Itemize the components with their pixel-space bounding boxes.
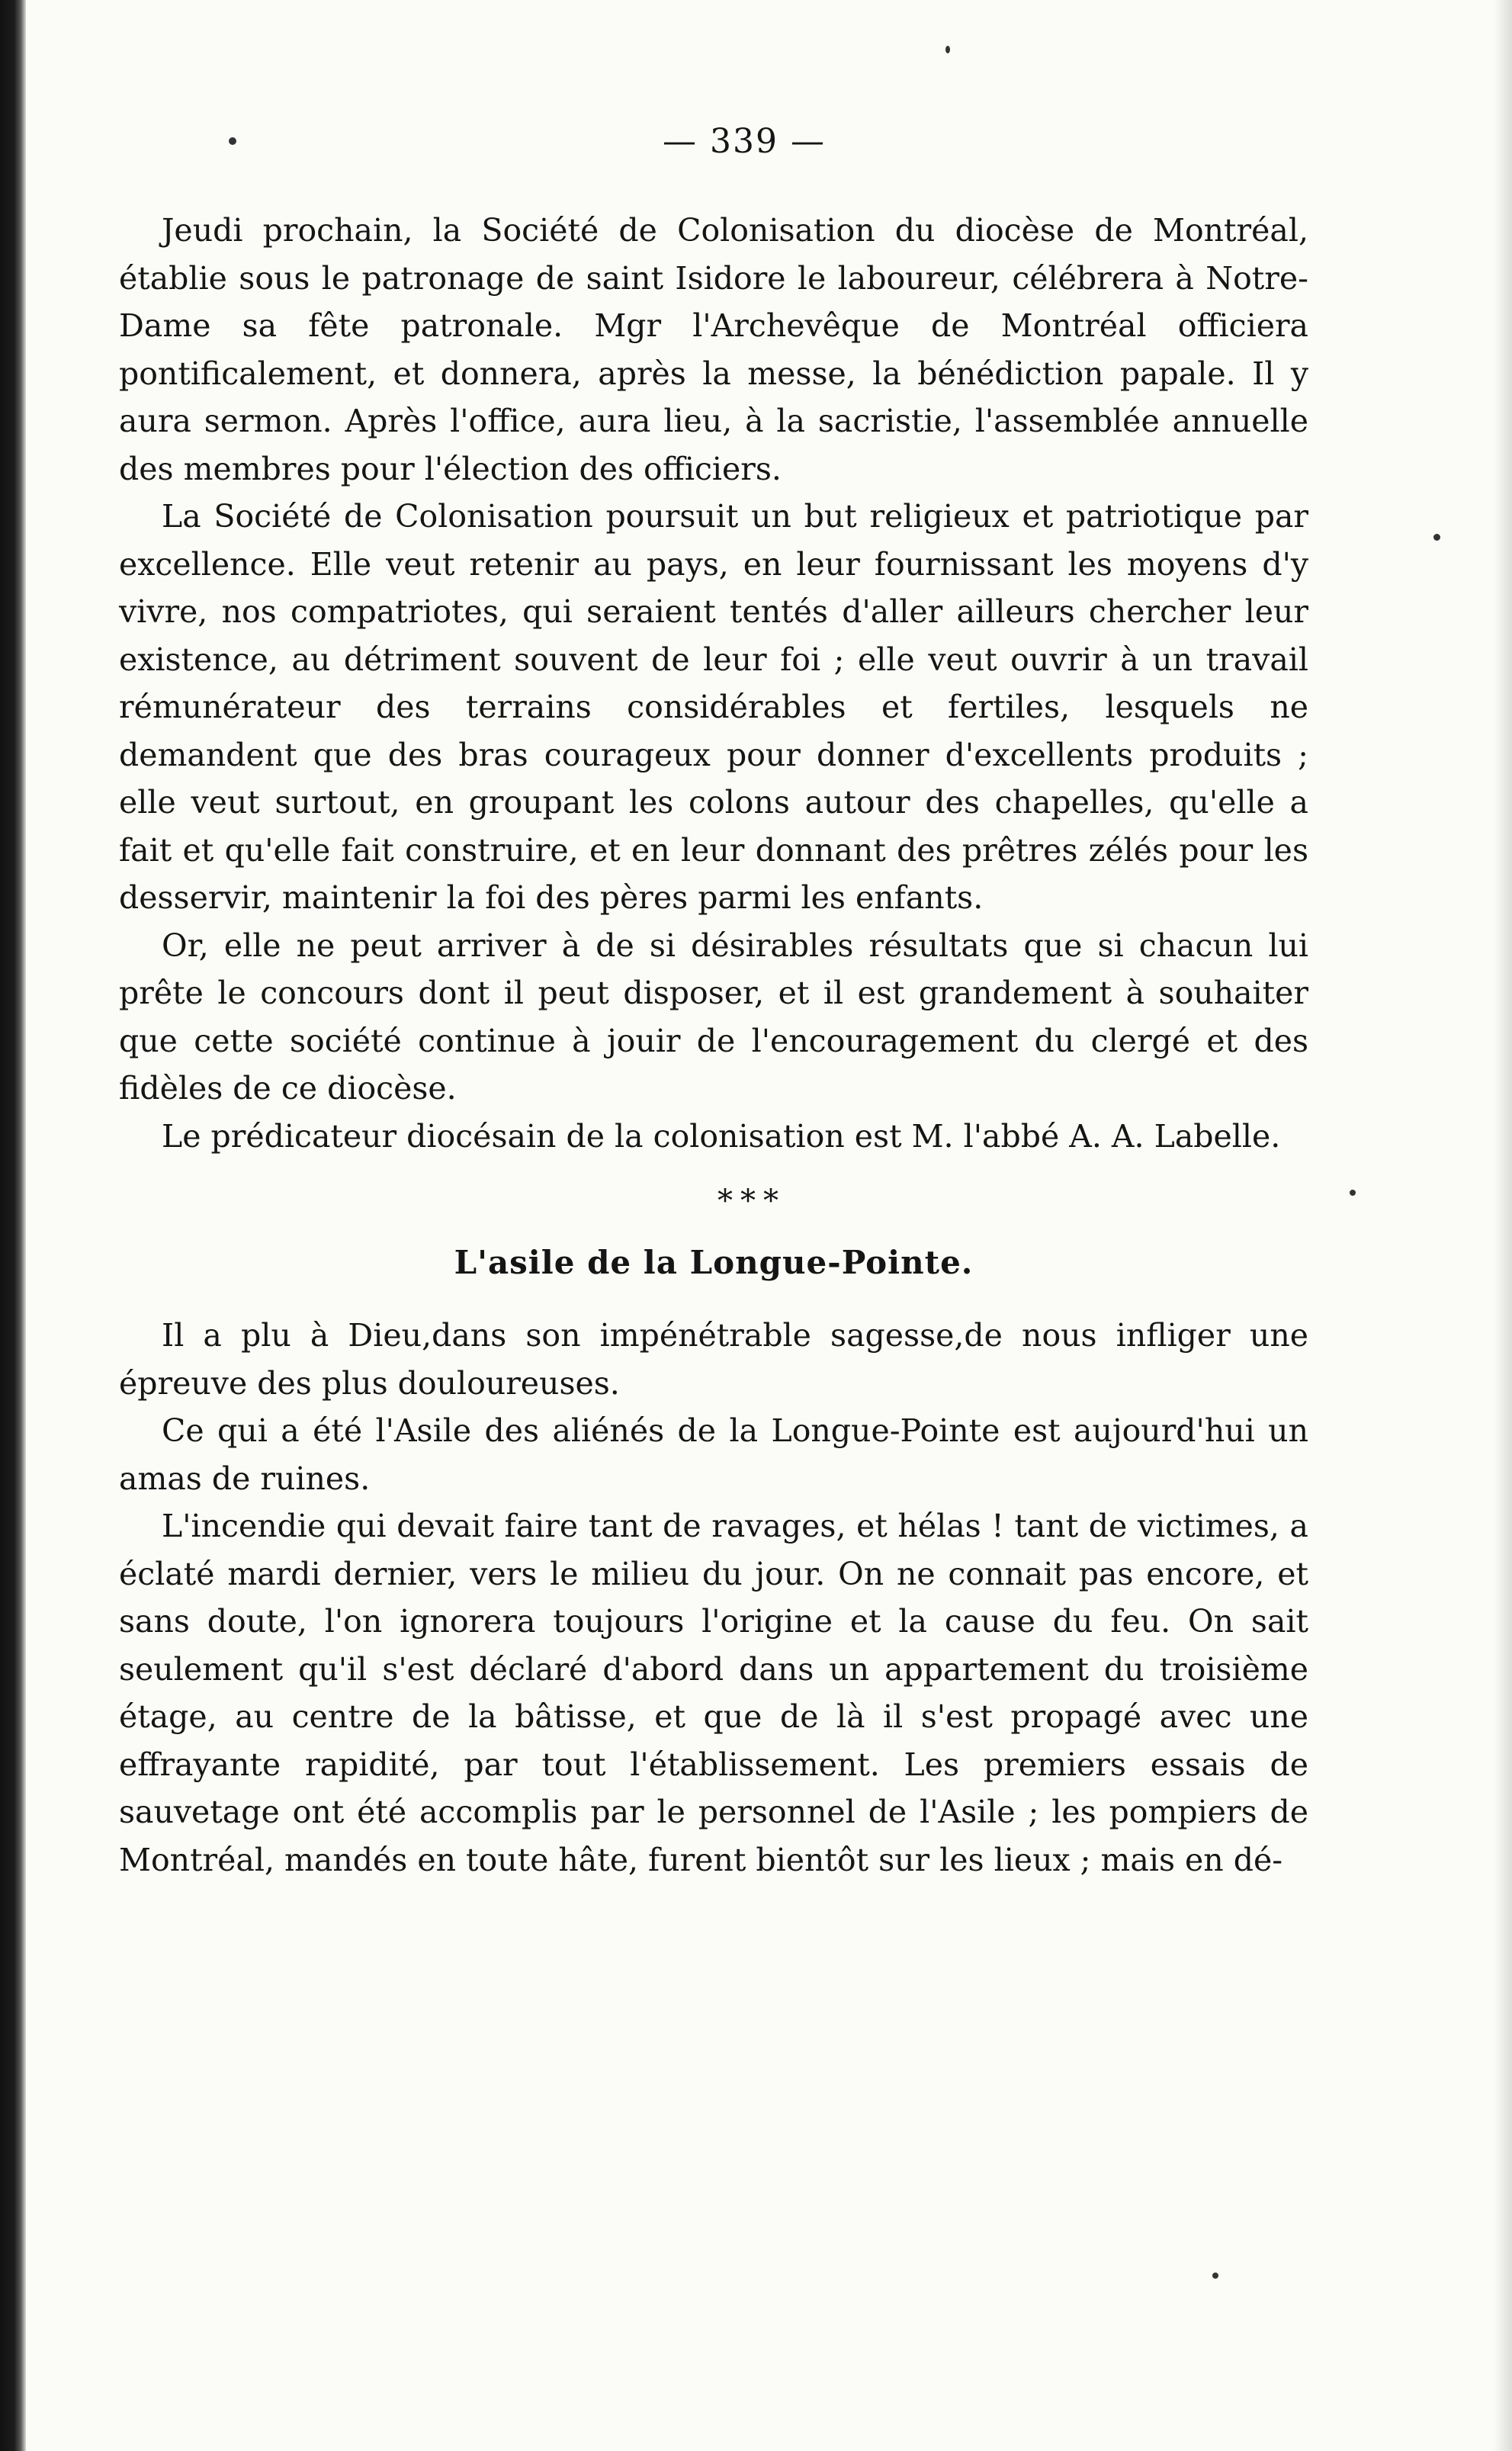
- paragraph: La Société de Colonisation poursuit un but religieux et patriotique par excellence. Elle veut retenir au pays, en leur fournissant les moyens d'y vivre, nos compatriotes, qui seraient tentés d'aller ailleurs chercher leur existence, au détriment souvent de leur foi ; elle veut ouvrir à un travail rémunérateur des terrains considérables et fertiles, lesquels ne demandent que des bras courageux pour donner d'excellents produits ; elle veut surtout, en groupant les colons autour des chapelles, qu'elle a fait et qu'elle fait construire, et en leur donnant des prêtres zélés pour les desservir, maintenir la foi des pères parmi les enfants.: [119, 498, 1308, 916]
- paragraph: Jeudi prochain, la Société de Colonisation du diocèse de Montréal, établie sous le patronage de saint Isidore le laboureur, célébrera à Notre-Dame sa fête patronale. Mgr l'Archevêque de Montréal officiera pontificalement, et donnera, après la messe, la bénédiction papale. Il y aura sermon. Après l'office, aura lieu, à la sacristie, l'assemblée annuelle des membres pour l'élection des officiers.: [119, 212, 1308, 487]
- paragraph: L'incendie qui devait faire tant de ravages, et hélas ! tant de victimes, a éclaté mardi dernier, vers le milieu du jour. On ne connait pas encore, et sans doute, l'on ignorera toujours l'origine et la cause du feu. On sait seulement qu'il s'est déclaré d'abord dans un appartement du troisième étage, au centre de la bâtisse, et que de là il s'est propagé avec une effrayante rapidité, par tout l'établissement. Les premiers essais de sauvetage ont été accomplis par le personnel de l'Asile ; les pompiers de Montréal, mandés en toute hâte, furent bientôt sur les lieux ; mais en dé-: [119, 1508, 1308, 1878]
- section-title: L'asile de la Longue-Pointe.: [454, 1244, 974, 1281]
- asterism-separator: ***: [717, 1184, 786, 1219]
- paragraph: Il a plu à Dieu,dans son impénétrable sagesse,de nous infliger une épreuve des plus douloureuses.: [119, 1317, 1308, 1402]
- book-spine-shadow: [0, 0, 26, 2451]
- paragraph: Ce qui a été l'Asile des aliénés de la Longue-Pointe est aujourd'hui un amas de ruines.: [119, 1412, 1308, 1497]
- page-number: — 339 —: [663, 122, 826, 161]
- page-text: [119, 122, 1308, 1884]
- scan-speck: [945, 46, 950, 53]
- scan-speck: [1212, 2273, 1218, 2279]
- paragraph: Le prédicateur diocésain de la colonisation est M. l'abbé A. A. Labelle.: [162, 1117, 1281, 1155]
- paragraph: Or, elle ne peut arriver à de si désirables résultats que si chacun lui prête le concours dont il peut disposer, et il est grandement à souhaiter que cette société continue à jouir de l'encouragement du clergé et des fidèles de ce diocèse.: [119, 927, 1308, 1107]
- scan-speck: [229, 137, 236, 145]
- scan-speck: [1350, 1190, 1356, 1196]
- page-edge-shadow: [1494, 0, 1512, 2451]
- scan-speck: [1433, 534, 1440, 541]
